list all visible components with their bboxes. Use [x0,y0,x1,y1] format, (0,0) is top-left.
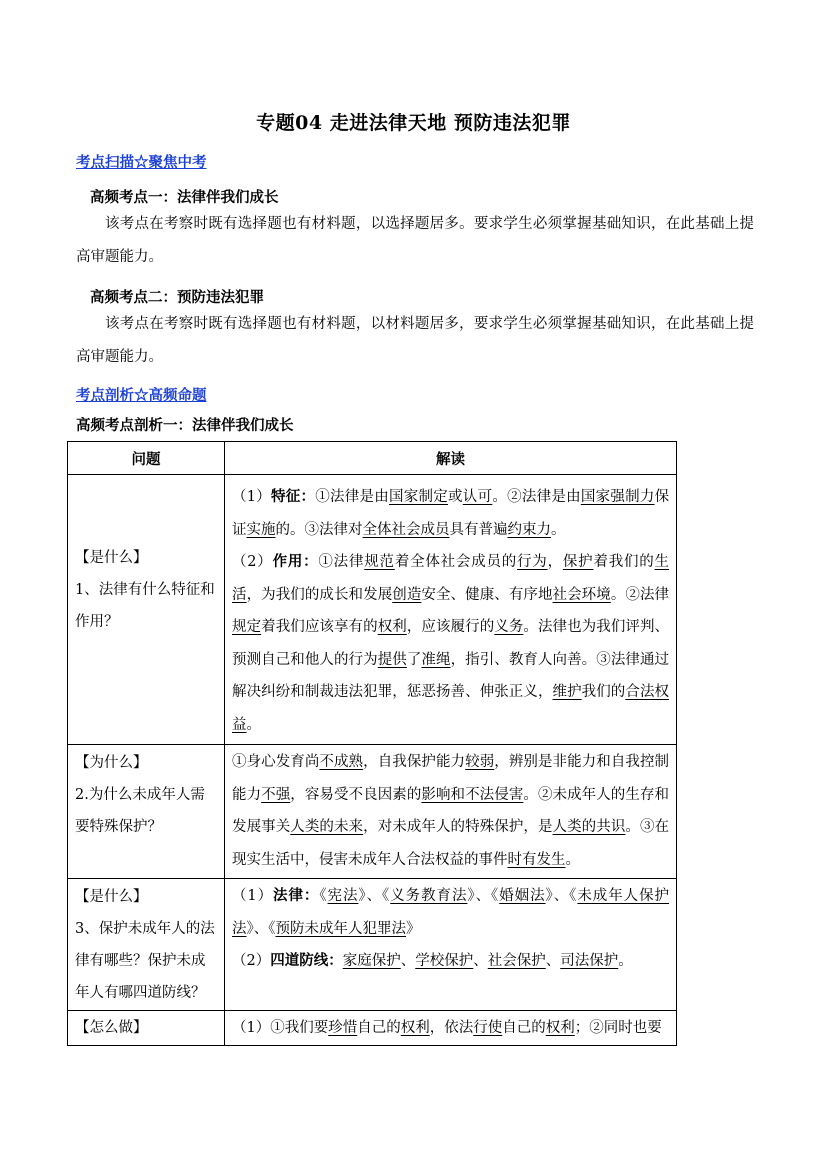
header-question: 问题 [68,442,225,475]
text: 。 [565,851,580,868]
text: 具有普遍 [449,521,508,538]
keyword: 全体社会成员 [362,521,450,538]
keyword: 人类的共识 [552,819,626,835]
table-row [68,475,677,745]
keyword: 婚姻法 [499,888,546,904]
question-cell [68,745,225,879]
header-answer: 解读 [225,442,677,475]
answer-paragraph [232,1012,669,1045]
text: 、 [400,953,416,969]
text: 保证 [232,489,670,538]
keyword: 不成熟 [319,754,364,770]
text: 或 [448,489,463,505]
answer-cell [225,475,677,745]
text: ，为我们的成长和发展 [246,586,393,603]
section-link-scan[interactable]: 考点扫描☆聚焦中考 [76,154,207,171]
text: 、 [545,953,561,969]
text: 》、《 [358,888,391,904]
answer-paragraph [232,746,669,876]
question-tag: 【是什么】 [75,549,148,566]
page-title: 专题04 走进法律天地 预防违法犯罪 [256,112,571,134]
keyword: 规范 [364,554,395,570]
keyword: 社会环境 [552,586,611,603]
text: ，对未成年人的特殊保护，是 [363,819,553,835]
answer-paragraph [232,945,669,978]
text: 。②未成年人的生存和发展事关 [232,786,670,835]
question-text: 1、法律有什么特征和作用？ [75,581,215,630]
text: 。②法律是由 [492,489,581,505]
text: ，指引、教育人向善。③法律通过解决纠纷和制裁违法犯罪，惩恶扬善、伸张正义， [232,651,670,700]
text: （1） [232,489,271,505]
analysis-table [67,441,677,1046]
text: 着我们应该享有的 [261,619,378,635]
answer-cell [225,1011,677,1046]
text: 。 [246,716,261,733]
table-row [68,745,677,879]
text: （1） [232,888,274,904]
keyword: 创造 [392,586,422,603]
key-point-1-text: 该考点在考察时既有选择题也有材料题，以选择题居多。要求学生必须掌握基础知识，在此基础上提高审题能力。 [76,216,754,265]
keyword: 维护 [552,684,582,700]
bold-label: 特征： [270,488,316,505]
text: ，依法 [429,1020,474,1036]
text: 的。③法律对 [275,521,363,538]
text: ， [547,554,563,570]
keyword: 权利 [377,619,407,635]
question-cell [68,879,225,1011]
text: 。法律也为我们评判、预测自己和他人的行为 [232,619,670,668]
answer-paragraph [232,880,669,945]
keyword: 提供 [377,651,407,668]
question-cell [68,475,225,745]
question-tag: 【怎么做】 [75,1020,148,1036]
text: 》、《 [467,888,500,904]
section-link-analysis[interactable]: 考点剖析☆高频命题 [76,387,207,404]
keyword: 珍惜 [328,1020,358,1036]
keyword: 准绳 [421,651,451,668]
text: 》、《 [545,888,578,904]
keyword: 行为 [517,554,548,570]
text: 自己的 [357,1020,401,1036]
text: 、 [473,953,488,969]
keyword: 国家制定 [389,489,449,505]
text: （2） [232,953,271,969]
text: 。 [618,953,633,969]
text: ①法律是由 [315,489,390,505]
question-cell [68,1011,225,1046]
text: 自己的 [502,1020,546,1036]
text: 》 [406,920,421,937]
keyword: 预防未成年人犯罪法 [275,920,406,937]
text: 着全体社会成员的 [394,554,518,570]
question-text: 2.为什么未成年人需要特殊保护？ [75,787,205,835]
table-row [68,879,677,1011]
keyword: 时有发生 [507,851,566,868]
keyword: 义务 [494,619,524,635]
question-tag: 【为什么】 [75,755,148,771]
keyword: 权利 [545,1020,575,1036]
answer-paragraph [232,546,669,741]
keyword: 较弱 [465,754,495,770]
keyword: 实施 [246,521,276,538]
keyword: 社会保护 [487,953,546,969]
answer-cell [225,879,677,1011]
keyword: 合法权益 [232,684,670,733]
keyword: 生活 [232,554,670,603]
keyword: 学校保护 [415,953,474,969]
keyword: 司法保护 [560,953,619,969]
bold-label: 作用： [272,553,319,570]
keyword: 权利 [400,1020,430,1036]
text: ①身心发育尚 [232,754,320,770]
table-row [68,1011,677,1046]
key-point-2-text: 该考点在考察时既有选择题也有材料题，以材料题居多，要求学生必须掌握基础知识，在此基础上提高审题能力。 [76,316,754,365]
text: 。③在现实生活中，侵害未成年人合法权益的事件 [232,819,670,868]
answer-paragraph [232,481,669,546]
text: 着我们的 [593,554,655,570]
keyword: 认可 [462,489,493,505]
keyword: 约束力 [507,521,551,538]
keyword: 未成年人保护法 [232,888,670,937]
keyword: 人类的未来 [290,819,364,835]
key-point-1-heading: 高频考点一：法律伴我们成长 [90,189,279,206]
text: （2） [232,554,273,570]
text: 》、《 [246,920,276,937]
text: 《 [319,888,328,904]
analysis-1-heading: 高频考点剖析一：法律伴我们成长 [76,417,294,434]
text: 。②法律 [610,586,670,603]
bold-label: 四道防线： [270,952,343,969]
text: ①法律 [318,554,365,570]
text: ，应该履行的 [406,619,495,635]
text: ，自我保护能力 [363,754,466,770]
answer-cell [225,745,677,879]
text: 了 [406,651,422,668]
text: ，容易受不良因素的 [290,786,422,803]
text: 安全、健康、有序地 [421,586,553,603]
question-text: 3、保护未成年人的法律有哪些？保护未成年人有哪四道防线？ [75,921,215,1001]
text: 。 [551,521,566,538]
text: ，辨别是非能力和自我控制能力 [232,754,670,803]
text: ；②同时也要 [574,1020,662,1036]
keyword: 影响和不法侵害 [421,786,524,803]
bold-label: 法律： [273,887,320,904]
key-point-2-heading: 高频考点二：预防违法犯罪 [90,289,264,306]
table-header-row [68,442,677,475]
keyword: 宪法 [327,888,359,904]
keyword: 家庭保护 [342,953,401,969]
question-tag: 【是什么】 [75,889,148,905]
keyword: 保护 [562,554,594,570]
text: 我们的 [581,684,626,700]
keyword: 义务教育法 [390,888,468,904]
text: （1）①我们要 [232,1020,329,1036]
keyword: 规定 [232,619,262,635]
keyword: 行使 [473,1020,503,1036]
keyword: 不强 [261,786,291,803]
keyword: 国家强制力 [580,489,655,505]
